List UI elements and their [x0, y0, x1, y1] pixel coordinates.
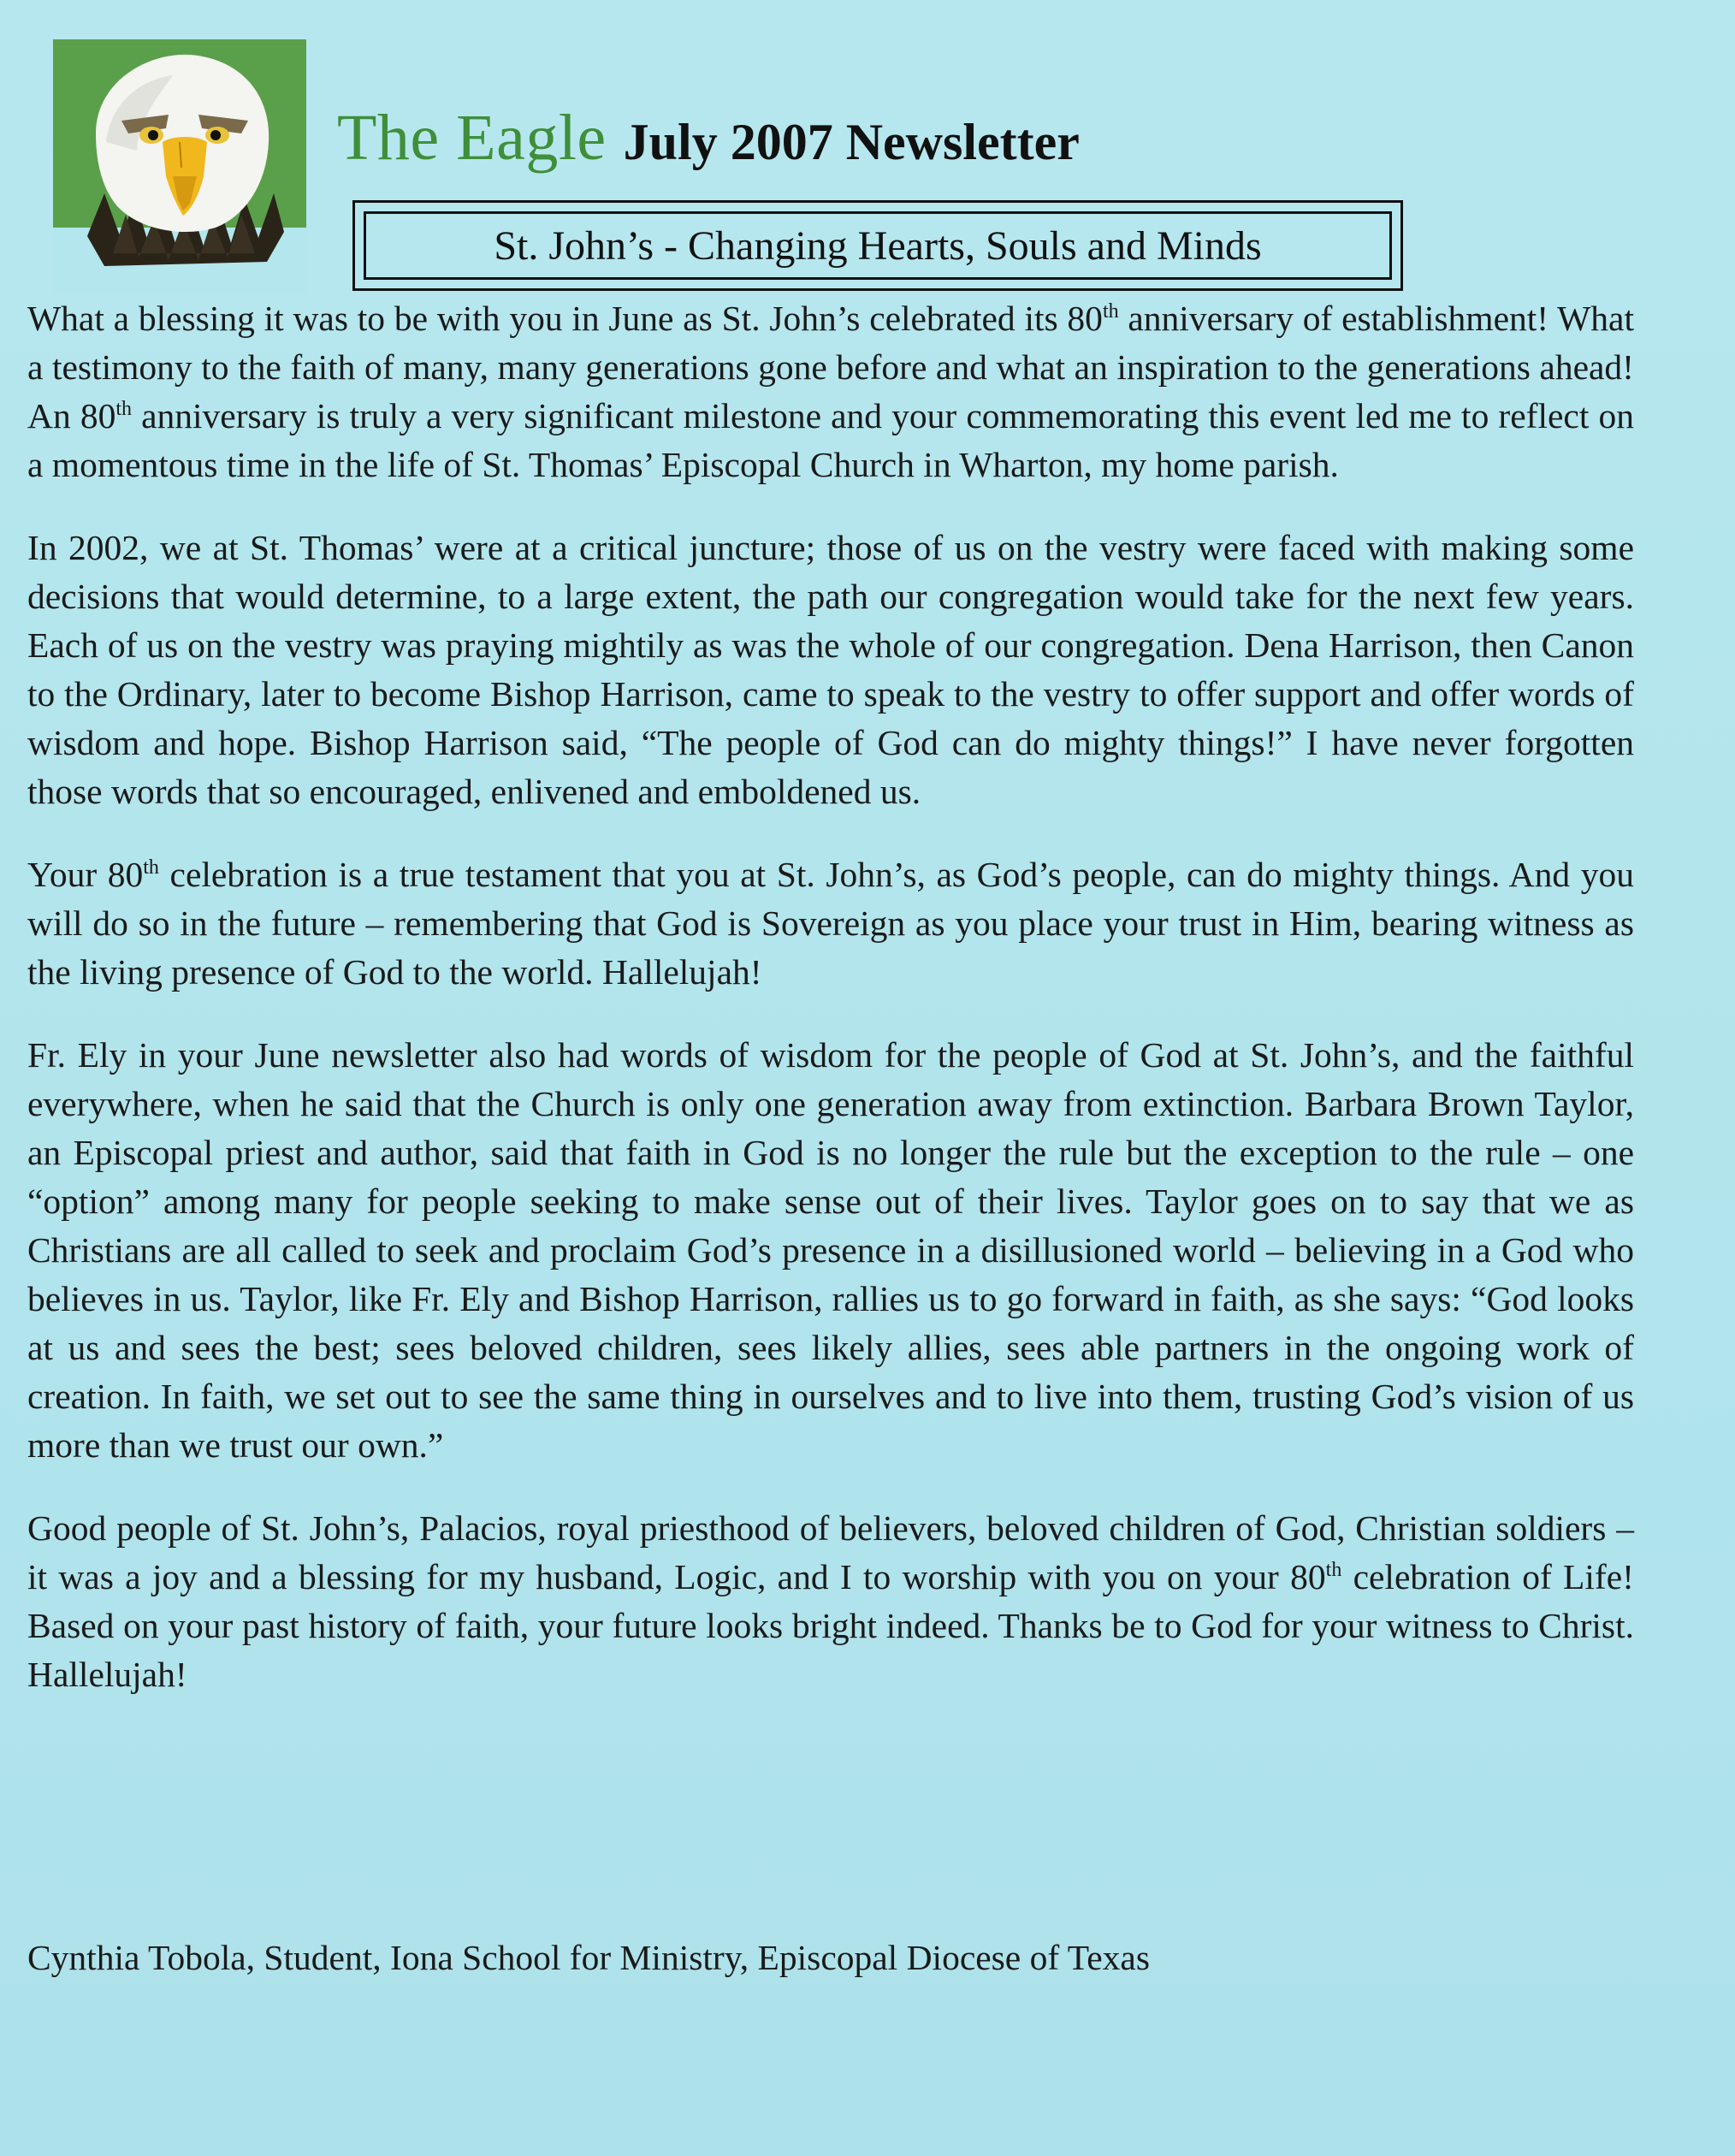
- paragraph-1: [27, 294, 1634, 489]
- author-signature: Cynthia Tobola, Student, Iona School for Ministry, Episcopal Diocese of Texas: [27, 1938, 1150, 1977]
- issue-title: July 2007 Newsletter: [623, 114, 1080, 170]
- paragraph-5: [27, 1504, 1634, 1699]
- paragraph-5-text: celebration of Life! Based on your past history of faith, your future looks bright indeed. Thanks be to God for your witness to Christ. Hallelujah!: [27, 1557, 1634, 1694]
- paragraph-2: In 2002, we at St. Thomas’ were at a critical juncture; those of us on the vestry were faced with making some decisions that would determine, to a large extent, the path our congregation would take for the next few years. Each of us on the vestry was praying mightily as was the whole of our congregation. Dena Harrison, then Canon to the Ordinary, later to become Bishop Harrison, came to speak to the vestry to offer support and offer words of wisdom and hope. Bishop Harrison said, “The people of God can do mighty things!” I have never forgotten those words that so encouraged, enlivened and emboldened us.: [27, 528, 1634, 811]
- article-body: [27, 294, 1634, 1733]
- ordinal-suffix: th: [143, 856, 159, 880]
- headline-frame: [352, 200, 1403, 291]
- paragraph-1-text: anniversary is truly a very significant milestone and your commemorating this event led me to reflect on a momentous time in the life of St. Thomas’ Episcopal Church in Wharton, my home parish.: [27, 396, 1634, 484]
- paragraph-1-text: What a blessing it was to be with you in June as St. John’s celebrated its 80: [27, 299, 1103, 338]
- paragraph-3-text: Your 80: [27, 855, 144, 894]
- paragraph-3: [27, 850, 1634, 997]
- paragraph-1-text: anniversary of establishment! What a testimony to the faith of many, many generations gone before and what an inspiration to the generations ahead! An 80: [27, 299, 1634, 435]
- ordinal-suffix: th: [1325, 1559, 1342, 1582]
- publication-name: The Eagle: [337, 102, 607, 174]
- paragraph-5-text: Good people of St. John’s, Palacios, royal priesthood of believers, beloved children of God, Christian soldiers – it was a joy and a blessing for my husband, Logic, and I to worship with you on your 80: [27, 1508, 1634, 1596]
- paragraph-3-text: celebration is a true testament that you at St. John’s, as God’s people, can do mighty things. And you will do so in the future – remembering that God is Sovereign as you place your trust in Him, bearing witness as the living presence of God to the world. Hallelujah!: [27, 855, 1634, 992]
- ordinal-suffix: th: [1102, 300, 1119, 323]
- headline: St. John’s - Changing Hearts, Souls and Minds: [364, 211, 1392, 280]
- eagle-head-icon: [53, 39, 306, 293]
- paragraph-4: Fr. Ely in your June newsletter also had words of wisdom for the people of God at St. John’s, and the faithful everywhere, when he said that the Church is only one generation away from extinction. Barbara Brown Taylor, an Episcopal priest and author, said that faith in God is no longer the rule but the exception to the rule – one “option” among many for people seeking to make sense out of their lives. Taylor goes on to say that we as Christians are all called to seek and proclaim God’s presence in a disillusioned world – believing in a God who believes in us. Taylor, like Fr. Ely and Bishop Harrison, rallies us to go forward in faith, as she says: “God looks at us and sees the best; sees beloved children, sees likely allies, sees able partners in the ongoing work of creation. In faith, we set out to see the same thing in ourselves and to live into them, trusting God’s vision of us more than we trust our own.”: [27, 1035, 1634, 1465]
- masthead: [337, 101, 1080, 175]
- ordinal-suffix: th: [115, 398, 132, 421]
- eagle-logo: [53, 39, 306, 293]
